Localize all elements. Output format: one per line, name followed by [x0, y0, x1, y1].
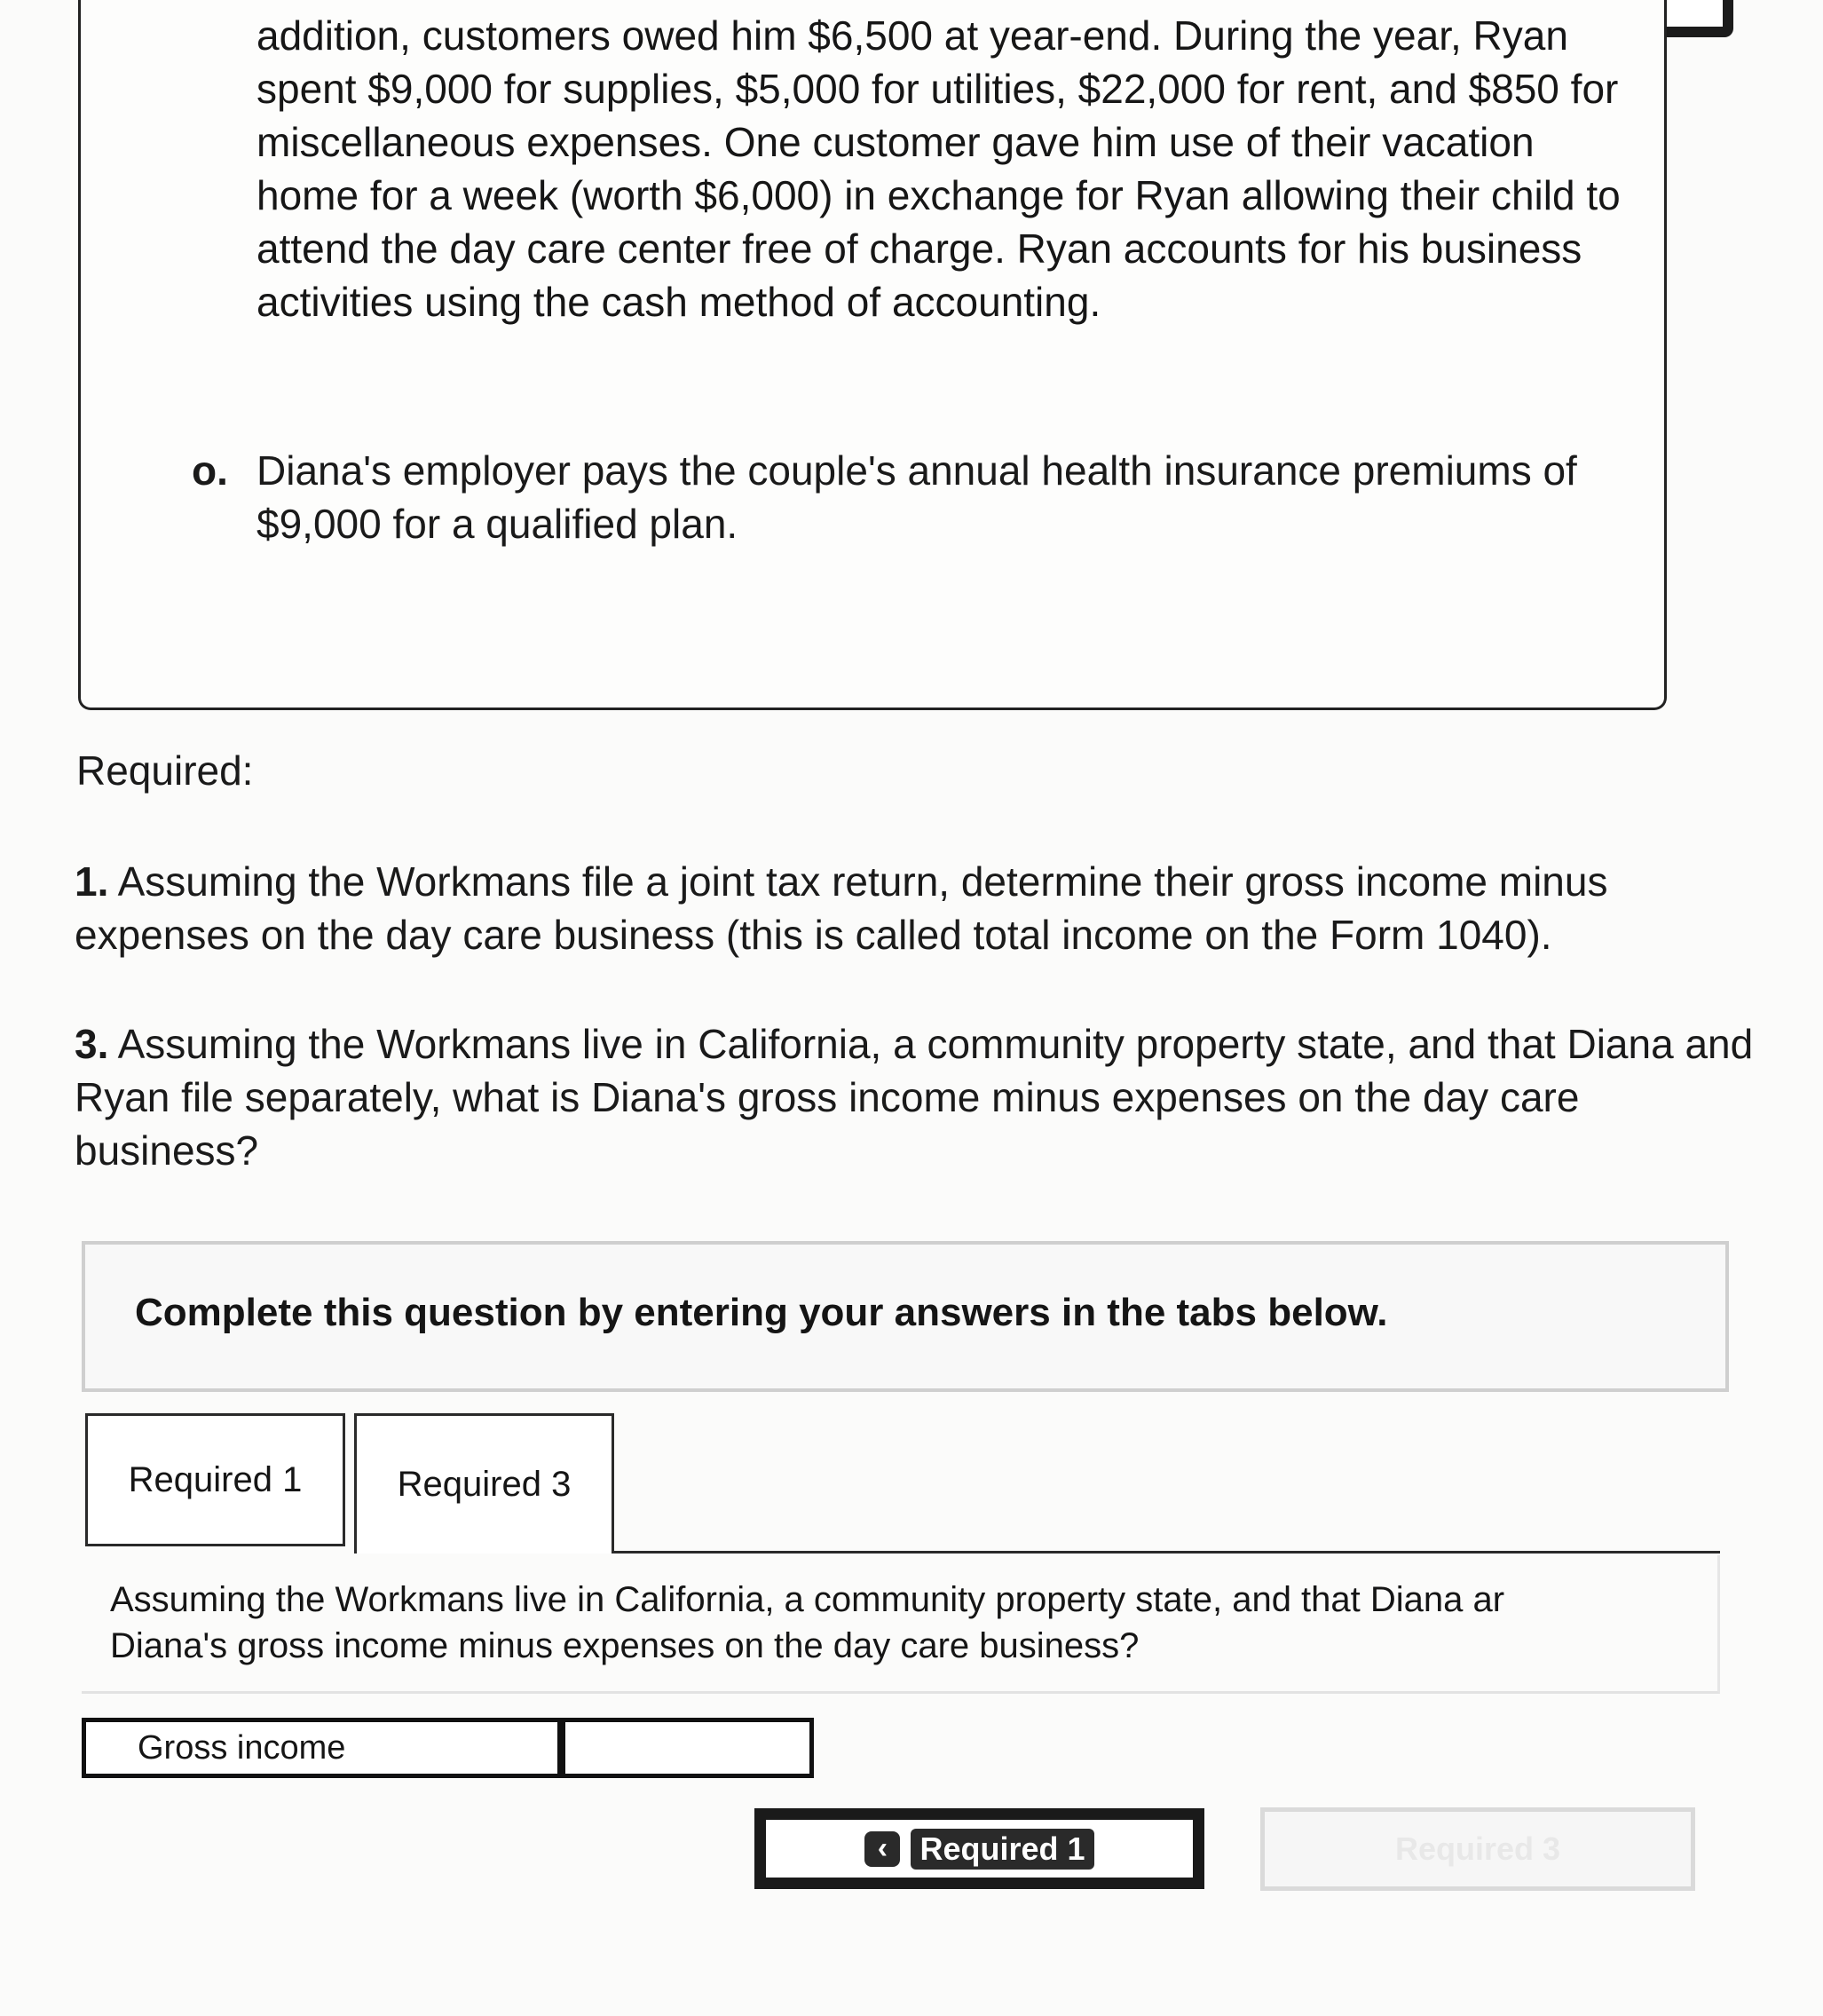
problem-paragraph: addition, customers owed him $6,500 at year-end. During the year, Ryan spent $9,000 for supplies, $5,000 for utilities, $22,000 for rent, and $850 for miscellaneous expenses. One customer gave him use of their vacation home for a week (worth $6,000) in exchange for Ryan allowing their child to attend the day care center free of charge. Ryan accounts for his business activities using the cash method of accounting. — [256, 12, 1621, 325]
chevron-left-icon: ‹ — [864, 1831, 900, 1867]
required-heading: Required: — [76, 747, 254, 794]
question-line-1: Assuming the Workmans live in California, a community property state, and that Diana ar — [110, 1580, 1505, 1619]
item-marker: o. — [192, 447, 228, 494]
next-button-label: Required 3 — [1394, 1830, 1561, 1867]
problem-box — [78, 0, 1667, 710]
required-item-number: 3. — [75, 1021, 109, 1067]
gross-income-input[interactable] — [573, 1722, 809, 1774]
question-text — [110, 1577, 1725, 1669]
gross-income-label: Gross income — [86, 1722, 565, 1774]
tab-required-1[interactable]: Required 1 — [85, 1413, 345, 1546]
item-text: Diana's employer pays the couple's annual health insurance premiums of $9,000 for a qualified plan. — [256, 447, 1577, 547]
prev-required-button[interactable] — [754, 1808, 1204, 1889]
next-required-button[interactable] — [1260, 1807, 1695, 1891]
prev-button-label: Required 1 — [911, 1829, 1093, 1870]
tab-divider — [612, 1551, 1720, 1554]
question-line-2: Diana's gross income minus expenses on the day care business? — [110, 1626, 1140, 1665]
required-item-3 — [75, 1017, 1761, 1177]
instruction-box — [82, 1241, 1729, 1392]
required-item-number: 1. — [75, 858, 109, 905]
answer-row — [82, 1718, 814, 1778]
required-item-text: Assuming the Workmans live in California, a community property state, and that Diana and Ryan file separately, what is Diana's gross income minus expenses on the day care business? — [75, 1021, 1754, 1174]
instruction-text: Complete this question by entering your answers in the tabs below. — [135, 1291, 1388, 1334]
tab-required-3[interactable]: Required 3 — [354, 1413, 614, 1554]
required-item-text: Assuming the Workmans file a joint tax return, determine their gross income minus expenses on the day care business (this is called total income on the Form 1040). — [75, 858, 1608, 958]
required-item-1 — [75, 855, 1761, 961]
